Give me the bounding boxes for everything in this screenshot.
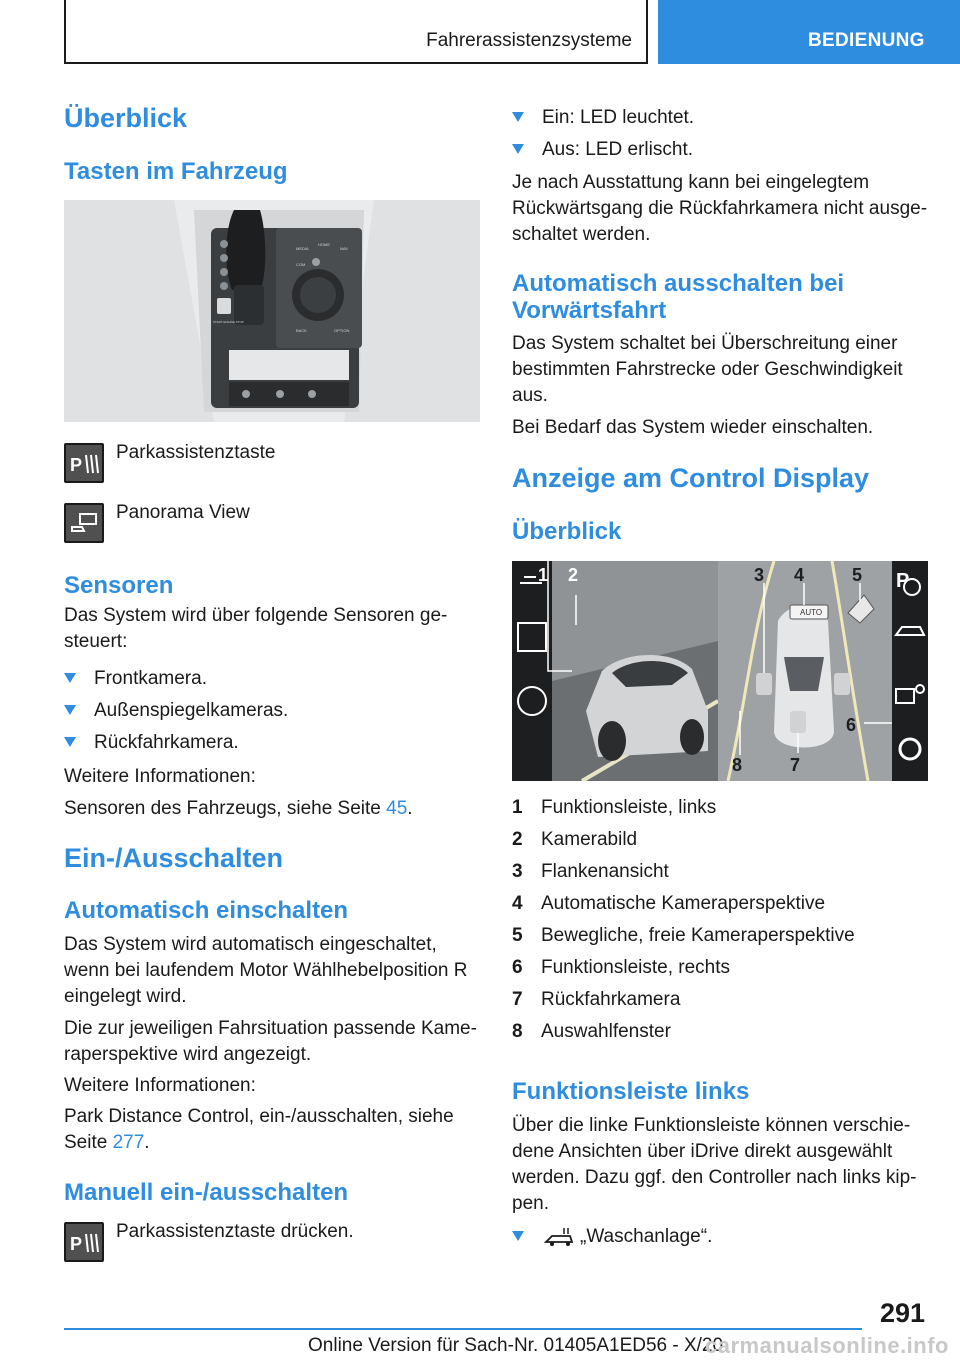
auto-on-line: wenn bei laufendem Motor Wählhebelposition R bbox=[64, 960, 468, 981]
auto-off-line: Das System schaltet bei Überschreitung einer bbox=[512, 333, 898, 354]
camera-callout-5: 5 bbox=[852, 565, 863, 585]
svg-text:P: P bbox=[896, 570, 910, 592]
page-title: Überblick bbox=[64, 103, 188, 133]
on-demand-text: Bei Bedarf das System wieder einschalten. bbox=[512, 417, 874, 438]
camera-callout-7: 7 bbox=[790, 755, 801, 775]
panorama-view-label: Panorama View bbox=[116, 502, 250, 523]
camera-callout-2: 2 bbox=[568, 565, 579, 585]
auto-on-line: eingelegt wird. bbox=[64, 986, 187, 1007]
camera-callout-1: 1 bbox=[538, 565, 549, 585]
overview-heading: Überblick bbox=[512, 518, 622, 545]
footer-divider bbox=[64, 1328, 862, 1330]
sensors-reference: Sensoren des Fahrzeugs, siehe Seite 45. bbox=[64, 798, 413, 819]
buttons-heading: Tasten im Fahrzeug bbox=[64, 158, 288, 185]
watermark: carmanualsonline.info bbox=[705, 1333, 949, 1358]
camera-callout-4: 4 bbox=[794, 565, 805, 585]
page-link-45[interactable]: 45 bbox=[386, 798, 408, 819]
auto-off-line: bestimmten Fahrstrecke oder Geschwindigkeit bbox=[512, 359, 903, 380]
header-chapter-box bbox=[658, 0, 960, 64]
camera-callout-6: 6 bbox=[846, 715, 857, 735]
console-home-label: HOME bbox=[318, 242, 330, 247]
perspective-line: raperspektive wird angezeigt. bbox=[64, 1044, 312, 1065]
car-wash-icon bbox=[542, 1226, 578, 1248]
svg-text:P: P bbox=[70, 1234, 83, 1254]
bar-heading: Funktionsleiste links bbox=[512, 1078, 750, 1105]
equipment-line: Rückwärtsgang die Rückfahrkamera nicht ausge- bbox=[512, 198, 928, 219]
auto-off-line: aus. bbox=[512, 385, 548, 406]
manual-text: Parkassistenztaste drücken. bbox=[116, 1221, 354, 1242]
page-link-277[interactable]: 277 bbox=[112, 1132, 145, 1153]
console-option-label: OPTION bbox=[334, 328, 350, 333]
sensors-text-1: Das System wird über folgende Sensoren ge- bbox=[64, 605, 448, 626]
equipment-line: schaltet werden. bbox=[512, 224, 651, 245]
center-console-image bbox=[64, 200, 480, 422]
bar-line: dene Ansichten über iDrive direkt ausgewählt bbox=[512, 1141, 893, 1162]
pdc-reference: Seite 277. bbox=[64, 1132, 150, 1153]
header-chapter-title: BEDIENUNG bbox=[808, 30, 925, 51]
onoff-heading: Ein-/Ausschalten bbox=[64, 843, 284, 873]
camera-auto-badge: AUTO bbox=[800, 608, 823, 617]
park-assist-icon bbox=[64, 1222, 104, 1262]
header-section-title: Fahrerassistenzsysteme bbox=[426, 30, 632, 51]
perspective-line: Die zur jeweiligen Fahrsituation passende Kame- bbox=[64, 1018, 477, 1039]
console-back-label: BACK bbox=[296, 328, 307, 333]
manual-heading: Manuell ein-/ausschalten bbox=[64, 1179, 349, 1206]
sensors-text-2: steuert: bbox=[64, 631, 128, 652]
auto-on-heading: Automatisch einschalten bbox=[64, 897, 349, 924]
svg-text:P: P bbox=[70, 455, 83, 475]
bar-line: pen. bbox=[512, 1193, 549, 1214]
console-media-label: MEDIA bbox=[296, 246, 309, 251]
sensors-heading: Sensoren bbox=[64, 572, 174, 599]
camera-callout-3: 3 bbox=[754, 565, 765, 585]
camera-callout-8: 8 bbox=[732, 755, 743, 775]
equipment-line: Je nach Ausstattung kann bei eingelegtem bbox=[512, 172, 870, 193]
more-info-label-2: Weitere Informationen: bbox=[64, 1075, 256, 1096]
more-info-label: Weitere Informationen: bbox=[64, 766, 256, 787]
bar-line: werden. Dazu ggf. den Controller nach links kip- bbox=[512, 1167, 917, 1188]
display-heading: Anzeige am Control Display bbox=[512, 463, 870, 493]
auto-off-heading-2: Vorwärtsfahrt bbox=[512, 297, 667, 324]
park-assist-label: Parkassistenztaste bbox=[116, 442, 276, 463]
console-com-label: COM bbox=[296, 262, 306, 267]
camera-display-image bbox=[512, 561, 928, 781]
park-assist-icon bbox=[64, 443, 104, 483]
console-start-stop-label: START ENGINE STOP bbox=[213, 320, 244, 324]
footer-online-version: Online Version für Sach-Nr. 01405A1ED56 - X/20 bbox=[308, 1335, 724, 1356]
header-section-box bbox=[64, 0, 648, 64]
panorama-view-icon bbox=[64, 503, 104, 543]
console-nav-label: NAV bbox=[340, 246, 348, 251]
page-number: 291 bbox=[880, 1298, 926, 1328]
pdc-reference-line: Park Distance Control, ein-/ausschalten, siehe bbox=[64, 1106, 454, 1127]
auto-on-line: Das System wird automatisch eingeschaltet, bbox=[64, 934, 437, 955]
bar-line: Über die linke Funktionsleiste können verschie- bbox=[512, 1115, 911, 1136]
auto-off-heading-1: Automatisch ausschalten bei bbox=[512, 270, 845, 297]
